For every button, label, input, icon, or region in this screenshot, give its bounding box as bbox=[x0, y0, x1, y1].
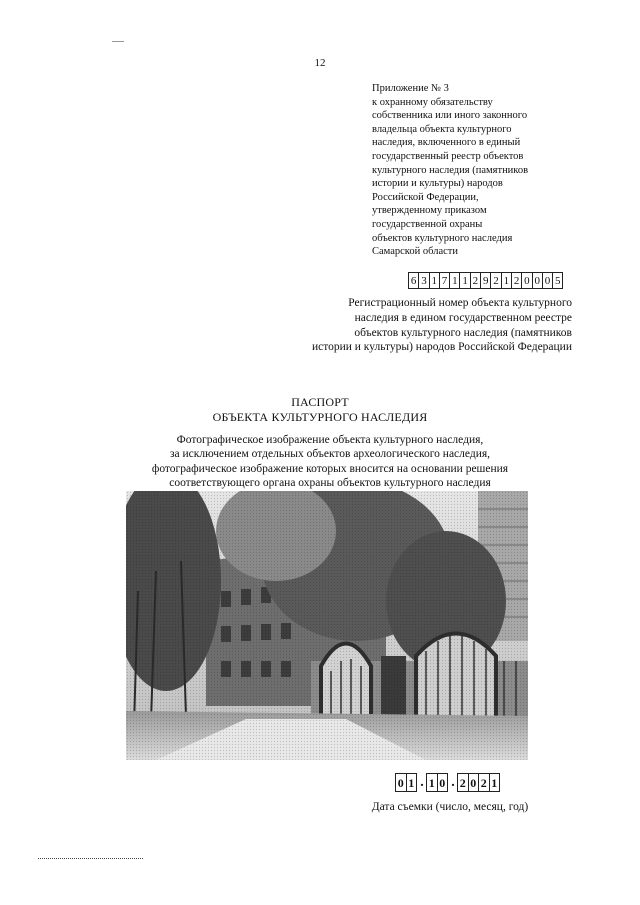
registration-digit: 7 bbox=[439, 272, 450, 289]
date-separator: . bbox=[420, 775, 424, 790]
date-digit: 2 bbox=[457, 773, 469, 792]
appendix-line: истории и культуры) народов bbox=[372, 178, 503, 190]
registration-digit: 1 bbox=[429, 272, 440, 289]
appendix-line: владельца объекта культурного bbox=[372, 123, 512, 135]
registration-digit: 3 bbox=[418, 272, 429, 289]
date-separator: . bbox=[451, 775, 455, 790]
registration-digit: 2 bbox=[511, 272, 522, 289]
survey-date-boxes bbox=[396, 773, 500, 792]
footer-rule bbox=[38, 858, 143, 859]
appendix-line: культурного наследия (памятников bbox=[372, 164, 529, 176]
appendix-line: государственный реестр объектов bbox=[372, 150, 524, 162]
date-digit: 1 bbox=[489, 773, 501, 792]
registration-digit: 9 bbox=[480, 272, 491, 289]
scan-mark bbox=[112, 41, 124, 42]
passport-subtitle: ОБЪЕКТА КУЛЬТУРНОГО НАСЛЕДИЯ bbox=[212, 410, 428, 424]
date-digit: 2 bbox=[478, 773, 490, 792]
appendix-line: государственной охраны bbox=[372, 218, 483, 230]
date-digit: 0 bbox=[437, 773, 449, 792]
date-year bbox=[458, 773, 500, 792]
registration-digit: 2 bbox=[490, 272, 501, 289]
photo-description bbox=[110, 433, 550, 491]
date-digit: 1 bbox=[406, 773, 418, 792]
appendix-line: объектов культурного наследия bbox=[372, 232, 513, 244]
registration-digit: 0 bbox=[532, 272, 543, 289]
registration-digit: 0 bbox=[521, 272, 532, 289]
passport-title: ПАСПОРТ bbox=[291, 395, 349, 409]
appendix-line: Российской Федерации, bbox=[372, 191, 479, 203]
date-digit: 0 bbox=[468, 773, 480, 792]
registration-digit: 0 bbox=[542, 272, 553, 289]
survey-date-label: Дата съемки (число, месяц, год) bbox=[371, 801, 529, 813]
registration-digit: 1 bbox=[459, 272, 470, 289]
appendix-line: Самарской области bbox=[372, 246, 458, 258]
appendix-line: Приложение № 3 bbox=[372, 83, 449, 94]
date-month bbox=[427, 773, 448, 792]
registration-digit: 1 bbox=[501, 272, 512, 289]
registration-label-line: наследия в едином государственном реестре bbox=[354, 311, 572, 324]
description-line: Фотографическое изображение объекта культурного наследия, bbox=[176, 434, 484, 446]
page-number: 12 bbox=[314, 57, 326, 69]
registration-label-line: истории и культуры) народов Российской Федерации bbox=[311, 341, 572, 354]
appendix-block bbox=[372, 82, 612, 259]
registration-digit: 2 bbox=[470, 272, 481, 289]
registration-label-line: объектов культурного наследия (памятников bbox=[354, 326, 572, 339]
date-digit: 0 bbox=[395, 773, 407, 792]
appendix-line: к охранному обязательству bbox=[372, 96, 493, 108]
date-day bbox=[396, 773, 417, 792]
appendix-line: собственника или иного законного bbox=[372, 110, 528, 122]
registration-digit: 6 bbox=[408, 272, 419, 289]
registration-digit: 1 bbox=[449, 272, 460, 289]
appendix-line: наследия, включенного в единый bbox=[372, 137, 521, 149]
registration-digit: 5 bbox=[552, 272, 563, 289]
registration-number-boxes bbox=[408, 272, 563, 289]
description-line: соответствующего органа охраны объектов культурного наследия bbox=[169, 477, 491, 490]
registration-number-label bbox=[282, 296, 572, 355]
description-line: фотографическое изображение которых вносится на основании решения bbox=[151, 462, 509, 475]
registration-label-line: Регистрационный номер объекта культурного bbox=[348, 297, 572, 309]
appendix-line: утвержденному приказом bbox=[372, 205, 487, 217]
heritage-object-photo bbox=[126, 491, 528, 760]
description-line: за исключением отдельных объектов археологического наследия, bbox=[169, 448, 491, 461]
date-digit: 1 bbox=[426, 773, 438, 792]
